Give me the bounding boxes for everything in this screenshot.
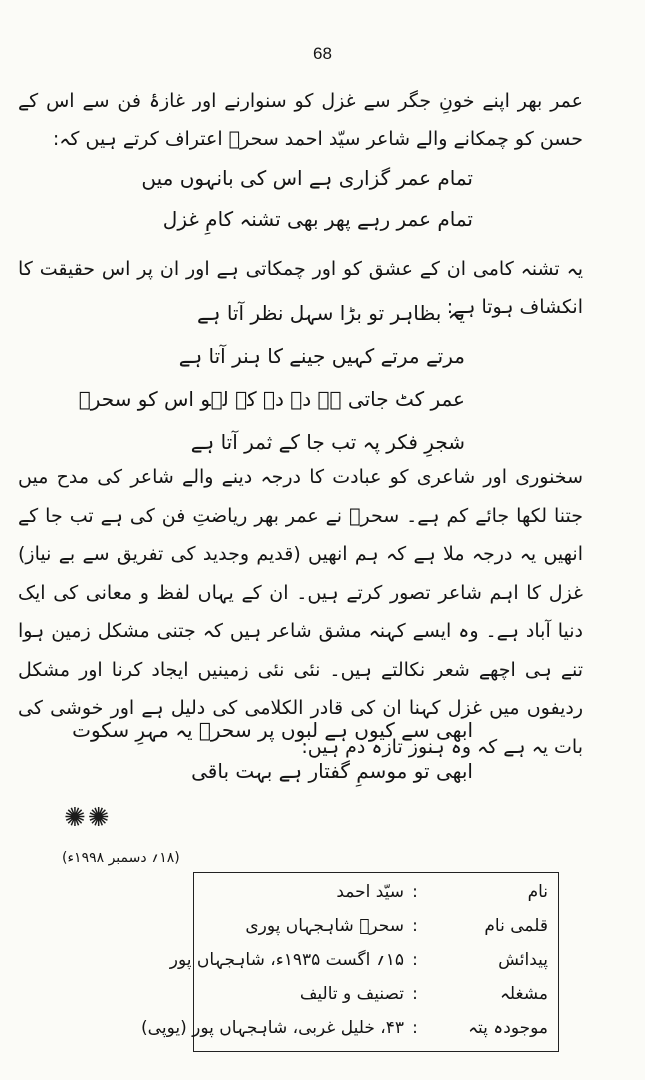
flower-ornament-icon: ✺✺ (64, 803, 112, 833)
info-label: پیدائش (498, 950, 548, 970)
info-colon: : (412, 950, 418, 970)
info-row-occupation (202, 977, 548, 1011)
verse-line: مرتے مرتے کہیں جینے کا ہنر آتا ہے (178, 344, 465, 368)
page-number: 68 (313, 44, 332, 63)
info-row-pen-name (202, 909, 548, 943)
info-label: موجودہ پتہ (468, 1018, 548, 1038)
info-colon: : (412, 984, 418, 1004)
verse-line: یہ بظاہر تو بڑا سہل نظر آتا ہے (197, 301, 465, 325)
info-colon: : (412, 1018, 418, 1038)
verse-line: تمام عمر گزاری ہے اس کی بانہوں میں (141, 166, 473, 190)
quatrain (65, 292, 465, 464)
info-colon: : (412, 916, 418, 936)
second-paragraph: یہ تشنہ کامی ان کے عشق کو اور چمکاتی ہے اور ان پر اس حقیقت کا انکشاف ہوتا ہے: (18, 258, 583, 318)
date-note: (۱۸؍ دسمبر ۱۹۹۸ء) (62, 850, 180, 866)
info-colon: : (412, 882, 418, 902)
intro-paragraph: عمر بھر اپنے خونِ جگر سے غزل کو سنوارنے اور غازۂ فن سے اس کے حسن کو چمکانے والے شاعر سیّد احمد سحرؔ اعتراف کرتے ہیں کہ: (18, 90, 583, 150)
info-value: سحرؔ شاہجہاں پوری (245, 916, 404, 936)
couplet-2 (73, 710, 473, 792)
info-row-birth (169, 943, 548, 977)
verse-line: عمر کٹ جاتی ہے دے دے کے لہو اس کو سحرؔ (78, 387, 465, 411)
info-label: مشغلہ (499, 984, 548, 1004)
info-value: ۱۵؍ اگست ۱۹۳۵ء، شاہجہاں پور (169, 950, 404, 970)
info-label: نام (527, 882, 548, 902)
couplet-1 (73, 158, 473, 240)
main-paragraph: سخنوری اور شاعری کو عبادت کا درجہ دینے والے شاعر کی مدح میں جتنا لکھا جائے کم ہے۔ سحرؔ نے عمر بھر ریاضتِ فن کی ہے تب جا کے انھیں یہ درجہ ملا ہے کہ ہم انھیں (قدیم وجدید کی تفریق سے بے نیاز) غزل کا اہم شاعر تصور کرتے ہیں۔ ان کے یہاں لفظ و معانی کی ایک دنیا آباد ہے۔ وہ ایسے کہنہ مشق شاعر ہیں کہ جتنی مشکل زمین ہوا تنے ہی اچھے شعر نکالتے ہیں۔ نئی نئی زمینیں ایجاد کرنا اور مشکل ردیفوں میں غزل کہنا ان کی قادر الکلامی کی دلیل ہے اور خوشی کی بات یہ ہے کہ وہ ہنوز تازہ دم ہیں: (18, 466, 583, 758)
info-row-address (141, 1011, 548, 1045)
info-row-name (202, 875, 548, 909)
info-label: قلمی نام (484, 916, 548, 936)
info-value: تصنیف و تالیف (299, 984, 404, 1004)
verse-line: شجرِ فکر پہ تب جا کے ثمر آتا ہے (190, 430, 465, 454)
info-value: ۴۳، خلیل غربی، شاہجہاں پور (یوپی) (141, 1018, 404, 1038)
verse-line: ابھی تو موسمِ گفتار ہے بہت باقی (191, 759, 473, 783)
verse-line: تمام عمر رہے پھر بھی تشنہ کامِ غزل (162, 207, 473, 231)
verse-line: ابھی سے کیوں ہے لبوں پر سحرؔ یہ مہرِ سکوت (72, 718, 473, 742)
author-info-box (141, 872, 559, 1052)
info-value: سیّد احمد (336, 882, 404, 902)
